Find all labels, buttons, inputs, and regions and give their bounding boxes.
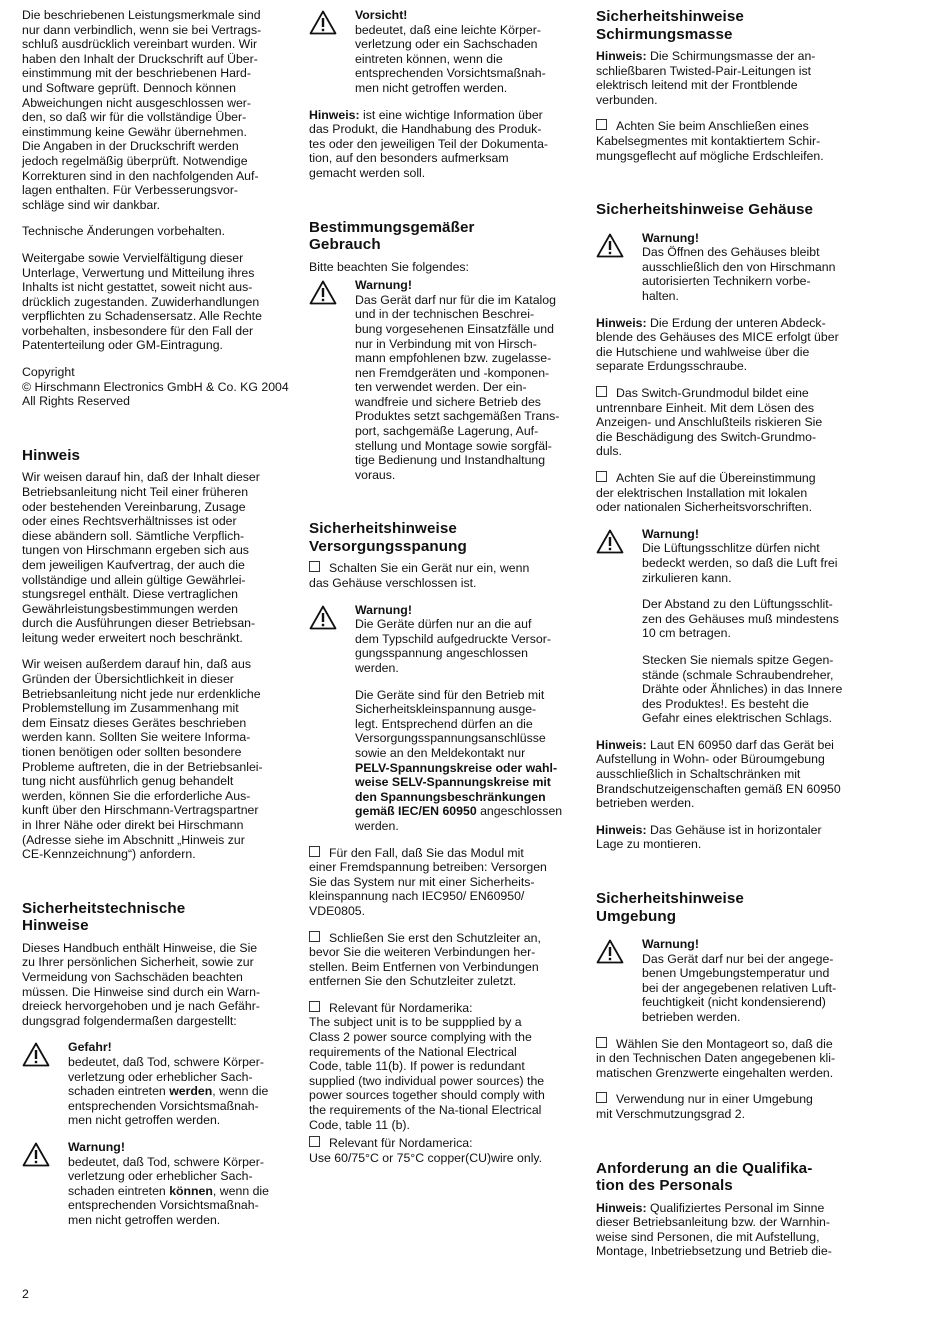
warning-triangle-icon — [22, 1142, 50, 1167]
versorgung-warnung-title: Warnung! — [355, 602, 412, 617]
checklist-item: Achten Sie auf die Übereinstimmung der elektrischen Installation mit lokalen oder nationalen Sicherheitsvorschriften. — [596, 470, 816, 515]
vorsicht-title: Vorsicht! — [355, 8, 408, 22]
vorsicht-text: bedeutet, daß eine leichte Körper- verletzung oder ein Sachschaden eintreten können, wenn die entsprechenden Vorsichtsmaßnah- men nicht getroffen werden. — [355, 22, 546, 95]
heading-bestimmungsgemaesser-gebrauch: Bestimmungsgemäßer Gebrauch — [309, 218, 475, 254]
warning-triangle-icon — [309, 10, 337, 35]
warning-triangle-icon — [22, 1042, 50, 1067]
gehaeuse-hinweis-3: Hinweis: Das Gehäuse ist in horizontaler Lage zu montieren. — [596, 822, 822, 852]
gehaeuse-warnung-1-title: Warnung! — [642, 230, 699, 245]
versorgung-warnung-p2: Die Geräte sind für den Betrieb mit Sicherheitskleinspannung ausge- legt. Entsprechend dürfen an die Versorgungsspannungsanschlüsse sowie an den Meldekontakt nur PELV-Spannungskreise oder wahl- weise SELV-Spannungskreise mit den Spannungsbeschränkungen gemäß IEC/EN 60950 angeschlossen werden. — [355, 687, 563, 833]
warning-triangle-icon — [596, 233, 624, 258]
heading-qualifikation: Anforderung an die Qualifika- tion des Personals — [596, 1159, 813, 1195]
checkbox-square-icon — [309, 561, 320, 572]
bestimmung-warnung-text: Das Gerät darf nur für die im Katalog und in der technischen Beschrei- bung vorgesehenen Einsatzfälle und nur in Verbindung mit von Hirsch- mann empfohlenen bzw. zugelasse- nen Fremdgeräten und -komponen- ten verwendet werden. Der ein- wandfreie und sichere Betrieb des Produktes setzt sachgemäßen Trans- port, sachgemäße Lagerung, Auf- stellung und Montage sowie sorgfäl- tige Bedienung und Instandhaltung voraus. — [355, 292, 560, 482]
checklist-item: Für den Fall, daß Sie das Modul mit einer Fremdspannung betreiben: Versorgen Sie das System nur mit einer Sicherheits- kleinspannung nach IEC950/ EN60950/ VDE0805. — [309, 845, 547, 918]
gehaeuse-hinweis-1: Hinweis: Die Erdung der unteren Abdeck- blende des Gehäuses des MICE erfolgt über die Hutschiene und wahlweise über die separate Erdungsschraube. — [596, 315, 839, 374]
column-1 — [22, 8, 297, 1239]
warning-triangle-icon — [596, 939, 624, 964]
checkbox-square-icon — [309, 846, 320, 857]
gehaeuse-warnung-block-1 — [596, 231, 868, 304]
heading-schirmungsmasse: Sicherheitshinweise Schirmungsmasse — [596, 8, 744, 43]
sicherheit-intro: Dieses Handbuch enthält Hinweise, die Sie zu Ihrer persönlichen Sicherheit, sowie zur Vermeidung von Sachschäden beachten müssen. Die Hinweise sind durch ein Warn- dreieck hervorgehoben und je nach Gefähr- dungsgrad folgendermaßen dargestellt: — [22, 940, 261, 1028]
checklist-item: Achten Sie beim Anschließen eines Kabelsegmentes mit kontaktiertem Schir- mungsgeflecht auf mögliche Erdschleifen. — [596, 119, 824, 163]
checkbox-square-icon — [596, 1092, 607, 1103]
bestimmung-warnung-block — [309, 278, 581, 482]
heading-versorgungsspanung: Sicherheitshinweise Versorgungsspanung — [309, 520, 467, 555]
copyright: Copyright © Hirschmann Electronics GmbH & Co. KG 2004 All Rights Reserved — [22, 365, 289, 409]
quali-hinweis: Hinweis: Qualifiziertes Personal im Sinne dieser Betriebsanleitung bzw. der Warnhin- weise sind Personen, die mit Aufstellung, Montage, Inbetriebsetzung und Betrieb die- — [596, 1200, 832, 1259]
versorgung-warnung-p1: Die Geräte dürfen nur an die auf dem Typschild aufgedruckte Versor- gungsspannung angeschlossen werden. — [355, 617, 551, 675]
umgebung-warnung-title: Warnung! — [642, 937, 699, 952]
warning-triangle-icon — [309, 280, 337, 305]
checkbox-square-icon — [596, 471, 607, 482]
vorsicht-block — [309, 8, 581, 96]
gehaeuse-warnung-1-text: Das Öffnen des Gehäuses bleibt ausschließlich den von Hirschmann autorisierten Technikern vorbe- halten. — [642, 245, 836, 304]
intro-paragraph-1: Die beschriebenen Leistungsmerkmale sind nur dann verbindlich, wenn sie bei Vertrags- schluß ausdrücklich vereinbart wurden. Wir haben den Inhalt der Druckschrift auf Über- einstimmung mit der beschriebenen Hard- und Software geprüft. Dennoch können Abweichungen nicht ausgeschlossen wer- den, so daß wir für die vollständige Über- einstimmung keine Gewähr übernehmen. Die Angaben in der Druckschrift werden jedoch regelmäßig überprüft. Notwendige Korrekturen sind in den nachfolgenden Auf- lagen enthalten. Für Verbesserungsvor- schläge sind wir dankbar. — [22, 8, 262, 212]
umgebung-warnung-text: Das Gerät darf nur bei der angege- benen Umgebungstemperatur und bei der angegebenen relativen Luft- feuchtigkeit (nicht kondensierend) betrieben werden. — [642, 951, 837, 1024]
checklist-item: Schließen Sie erst den Schutzleiter an, bevor Sie die weiteren Verbindungen her- stellen. Beim Entfernen von Verbindungen entfernen Sie den Schutzleiter zuletzt. — [309, 930, 541, 989]
gehaeuse-hinweis-2: Hinweis: Laut EN 60950 darf das Gerät bei Aufstellung in Wohn- oder Büroumgebung ausschließlich in Schaltschränken mit Brandschutzeigenschaften gemäß EN 60950 betrieben werden. — [596, 737, 841, 811]
checkbox-square-icon — [309, 1136, 320, 1147]
warnung-title: Warnung! — [68, 1139, 125, 1154]
checklist-item: Das Switch-Grundmodul bildet eine untrennbare Einheit. Mit dem Lösen des Anzeigen- und Anschlußteils riskieren Sie die Beschädigung des Switch-Grundmo- duls. — [596, 386, 823, 459]
checklist-item: Verwendung nur in einer Umgebung mit Verschmutzungsgrad 2. — [596, 1092, 813, 1121]
schirm-hinweis: Hinweis: Die Schirmungsmasse der an- schließbaren Twisted-Pair-Leitungen ist elektrisch leitend mit der Frontblende verbunden. — [596, 49, 816, 107]
column-2 — [309, 8, 581, 1177]
bestimmung-intro: Bitte beachten Sie folgendes: — [309, 259, 469, 274]
checklist-item: Schalten Sie ein Gerät nur ein, wenn das Gehäuse verschlossen ist. — [309, 561, 530, 591]
umgebung-warnung-block — [596, 937, 868, 1025]
bestimmung-warnung-title: Warnung! — [355, 278, 412, 293]
heading-sicherheitstechnische-hinweise: Sicherheitstechnische Hinweise — [22, 899, 186, 935]
checkbox-square-icon — [596, 1037, 607, 1048]
warning-triangle-icon — [309, 605, 337, 630]
heading-gehaeuse: Sicherheitshinweise Gehäuse — [596, 201, 814, 219]
warnung-block — [22, 1140, 297, 1228]
gefahr-title: Gefahr! — [68, 1040, 112, 1055]
warning-triangle-icon — [596, 529, 624, 554]
hinweis-paragraph-1: Wir weisen darauf hin, daß der Inhalt dieser Betriebsanleitung nicht Teil einer früheren oder bestehenden Vereinbarung, Zusage oder eines Rechtsverhältnisses ist oder diese abändern soll. Sämtliche Verpflich- tungen von Hirschmann ergeben sich aus dem jeweiligen Kaufvertrag, der auch die vollständige und allein gültige Gewährlei- stungsregel enthält. Diese vertraglichen Gewährleistungsbestimmungen werden durch die Ausführungen dieser Betriebsan- leitung weder erweitert noch beschränkt. — [22, 470, 260, 645]
gefahr-text: bedeutet, daß Tod, schwere Körper- verletzung oder erheblicher Sach- schaden eintreten werden, wenn die entsprechenden Vorsichtsmaßnah- men nicht getroffen werden. — [68, 1054, 269, 1128]
checkbox-square-icon — [596, 119, 607, 130]
warnung-text: bedeutet, daß Tod, schwere Körper- verletzung oder erheblicher Sach- schaden eintreten können, wenn die entsprechenden Vorsichtsmaßnah- men nicht getroffen werden. — [68, 1154, 269, 1227]
gehaeuse-warnung-2-p1: Die Lüftungsschlitze dürfen nicht bedeckt werden, so daß die Luft frei zirkulieren kann. — [642, 541, 838, 585]
heading-hinweis: Hinweis — [22, 446, 81, 464]
checkbox-square-icon — [309, 931, 320, 942]
gefahr-block — [22, 1040, 297, 1128]
checkbox-square-icon — [309, 1001, 320, 1012]
checklist-item: Wählen Sie den Montageort so, daß die in den Technischen Daten angegebenen kli- matischen Grenzwerte eingehalten werden. — [596, 1036, 836, 1080]
gehaeuse-warnung-2-p3: Stecken Sie niemals spitze Gegen- stände (schmale Schraubendreher, Drähte oder Ähnliches) in das Innere des Produktes!. Es besteht die Gefahr eines elektrischen Schlags. — [642, 652, 843, 726]
gehaeuse-warnung-block-2 — [596, 527, 868, 726]
checklist-item: Relevant für Nordamerica: Use 60/75°C or 75°C copper(CU)wire only. — [309, 1136, 543, 1165]
checklist-item: Relevant für Nordamerika: The subject unit is to be suppplied by a Class 2 power source complying with the requirements of the National Electrical Code, table 11(b). If power is redundant supplied (two individual power sources) the power sources together should comply with the requirements of the Na-tional Electrical Code, table 11 (b). — [309, 1000, 545, 1132]
hinweis-paragraph-2: Wir weisen außerdem darauf hin, daß aus Gründen der Übersichtlichkeit in dieser Betriebsanleitung nicht jede nur erdenkliche Problemstellung im Zusammenhang mit dem Einsatz dieses Gerätes beschrieben werden kann. Sollten Sie weitere Informa- tionen benötigen oder sollten besondere Probleme auftreten, die in der Betriebsanlei- tung nicht ausführlich genug behandelt werden, können Sie die erforderliche Aus- kunft über den Hirschmann-Vertragspartner in Ihrer Nähe oder direkt bei Hirschmann (Adresse siehe im Abschnitt „Hinweis zur CE-Kennzeichnung“) anfordern. — [22, 657, 263, 862]
heading-umgebung: Sicherheitshinweise Umgebung — [596, 890, 744, 925]
intro-paragraph-3: Weitergabe sowie Vervielfältigung dieser Unterlage, Verwertung und Mitteilung ihres Inhalts ist nicht gestattet, soweit nicht aus- drücklich zugestanden. Zuwiderhandlungen verpflichten zu Schadensersatz. Alle Rechte vorbehalten, insbesondere für den Fall der Patenterteilung oder GM-Eintragung. — [22, 250, 262, 353]
intro-paragraph-2: Technische Änderungen vorbehalten. — [22, 224, 226, 239]
gehaeuse-warnung-2-p2: Der Abstand zu den Lüftungsschlit- zen des Gehäuses muß mindestens 10 cm betragen. — [642, 597, 839, 641]
checkbox-square-icon — [596, 386, 607, 397]
column-3 — [596, 8, 868, 1271]
gehaeuse-warnung-2-title: Warnung! — [642, 526, 699, 541]
versorgung-warnung-block — [309, 603, 581, 834]
hinweis-definition: Hinweis: ist eine wichtige Information über das Produkt, die Handhabung des Produk- tes oder den jeweiligen Teil der Dokumenta- tion, auf den besonders aufmerksam gemacht werden soll. — [309, 107, 549, 180]
page-number: 2 — [22, 1287, 29, 1301]
